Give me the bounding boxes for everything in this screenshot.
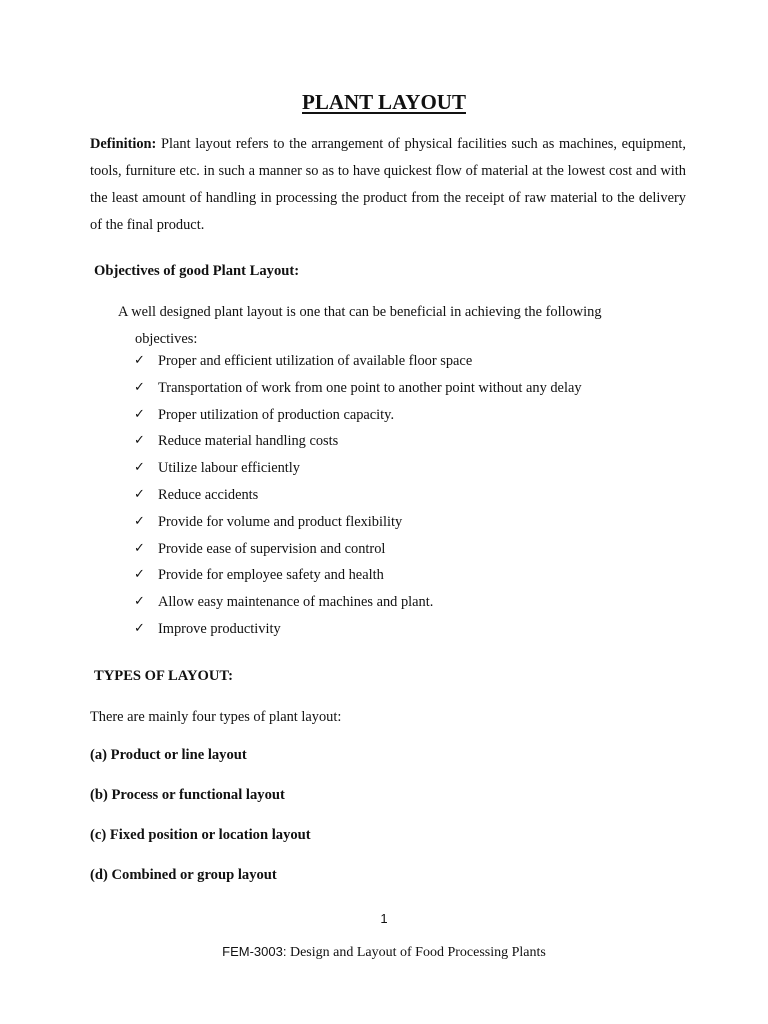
check-mark-icon: ✓ [134,460,145,476]
list-item [134,616,582,643]
list-item-text: Utilize labour efficiently [158,460,300,477]
list-item-text: Reduce accidents [158,486,259,503]
objectives-list [134,348,582,643]
list-item-text: Reduce material handling costs [158,433,339,450]
list-item [134,428,582,455]
list-item [134,509,582,536]
check-mark-icon: ✓ [134,594,145,610]
check-mark-icon: ✓ [134,353,145,368]
objectives-intro [118,299,678,353]
list-item [134,455,582,482]
objectives-intro-line2: objectives: [135,331,198,347]
list-item [134,536,582,563]
list-item-text: Allow easy maintenance of machines and plant. [158,594,434,611]
footer-course-title: Design and Layout of Food Processing Plants [286,945,546,960]
check-mark-icon: ✓ [134,379,145,395]
list-item [134,589,582,616]
type-item-product: (a) Product or line layout [90,747,247,763]
list-item-text: Provide for employee safety and health [158,567,384,584]
check-mark-icon: ✓ [134,567,145,583]
type-item-combined: (d) Combined or group layout [90,867,277,883]
footer-course-code: FEM-3003: [222,944,287,959]
page-title: PLANT LAYOUT [302,90,466,114]
check-mark-icon: ✓ [134,513,145,529]
check-mark-icon: ✓ [134,406,145,422]
list-item [134,348,582,375]
objectives-heading: Objectives of good Plant Layout: [94,263,300,279]
types-intro: There are mainly four types of plant layout: [90,709,342,725]
list-item [134,482,582,509]
check-mark-icon: ✓ [134,620,145,636]
page-number: 1 [380,911,388,926]
list-item-text: Transportation of work from one point to another point without any delay [158,379,582,396]
check-mark-icon: ✓ [134,540,145,556]
check-mark-icon: ✓ [134,433,145,449]
list-item [134,375,582,402]
objectives-intro-line1: A well designed plant layout is one that can be beneficial in achieving the following [118,304,602,320]
list-item-text: Proper utilization of production capacity. [158,406,395,423]
list-item-text: Proper and efficient utilization of available floor space [158,353,473,369]
type-item-process: (b) Process or functional layout [90,787,285,803]
definition-text: Plant layout refers to the arrangement of physical facilities such as machines, equipment, tools, furniture etc. in such a manner so as to have quickest flow of material at the lowest cost and with the least amount of handling in processing the product from the receipt of raw material to the delivery of the final product. [90,136,686,233]
list-item [134,402,582,429]
type-item-fixed-position: (c) Fixed position or location layout [90,827,311,843]
definition-term: Definition: [90,136,157,152]
types-heading: TYPES OF LAYOUT: [94,668,233,684]
list-item-text: Improve productivity [158,620,281,637]
page-footer [0,944,768,961]
list-item [134,562,582,589]
definition-paragraph [90,131,686,239]
list-item-text: Provide for volume and product flexibility [158,513,403,530]
list-item-text: Provide ease of supervision and control [158,540,386,557]
check-mark-icon: ✓ [134,486,145,502]
